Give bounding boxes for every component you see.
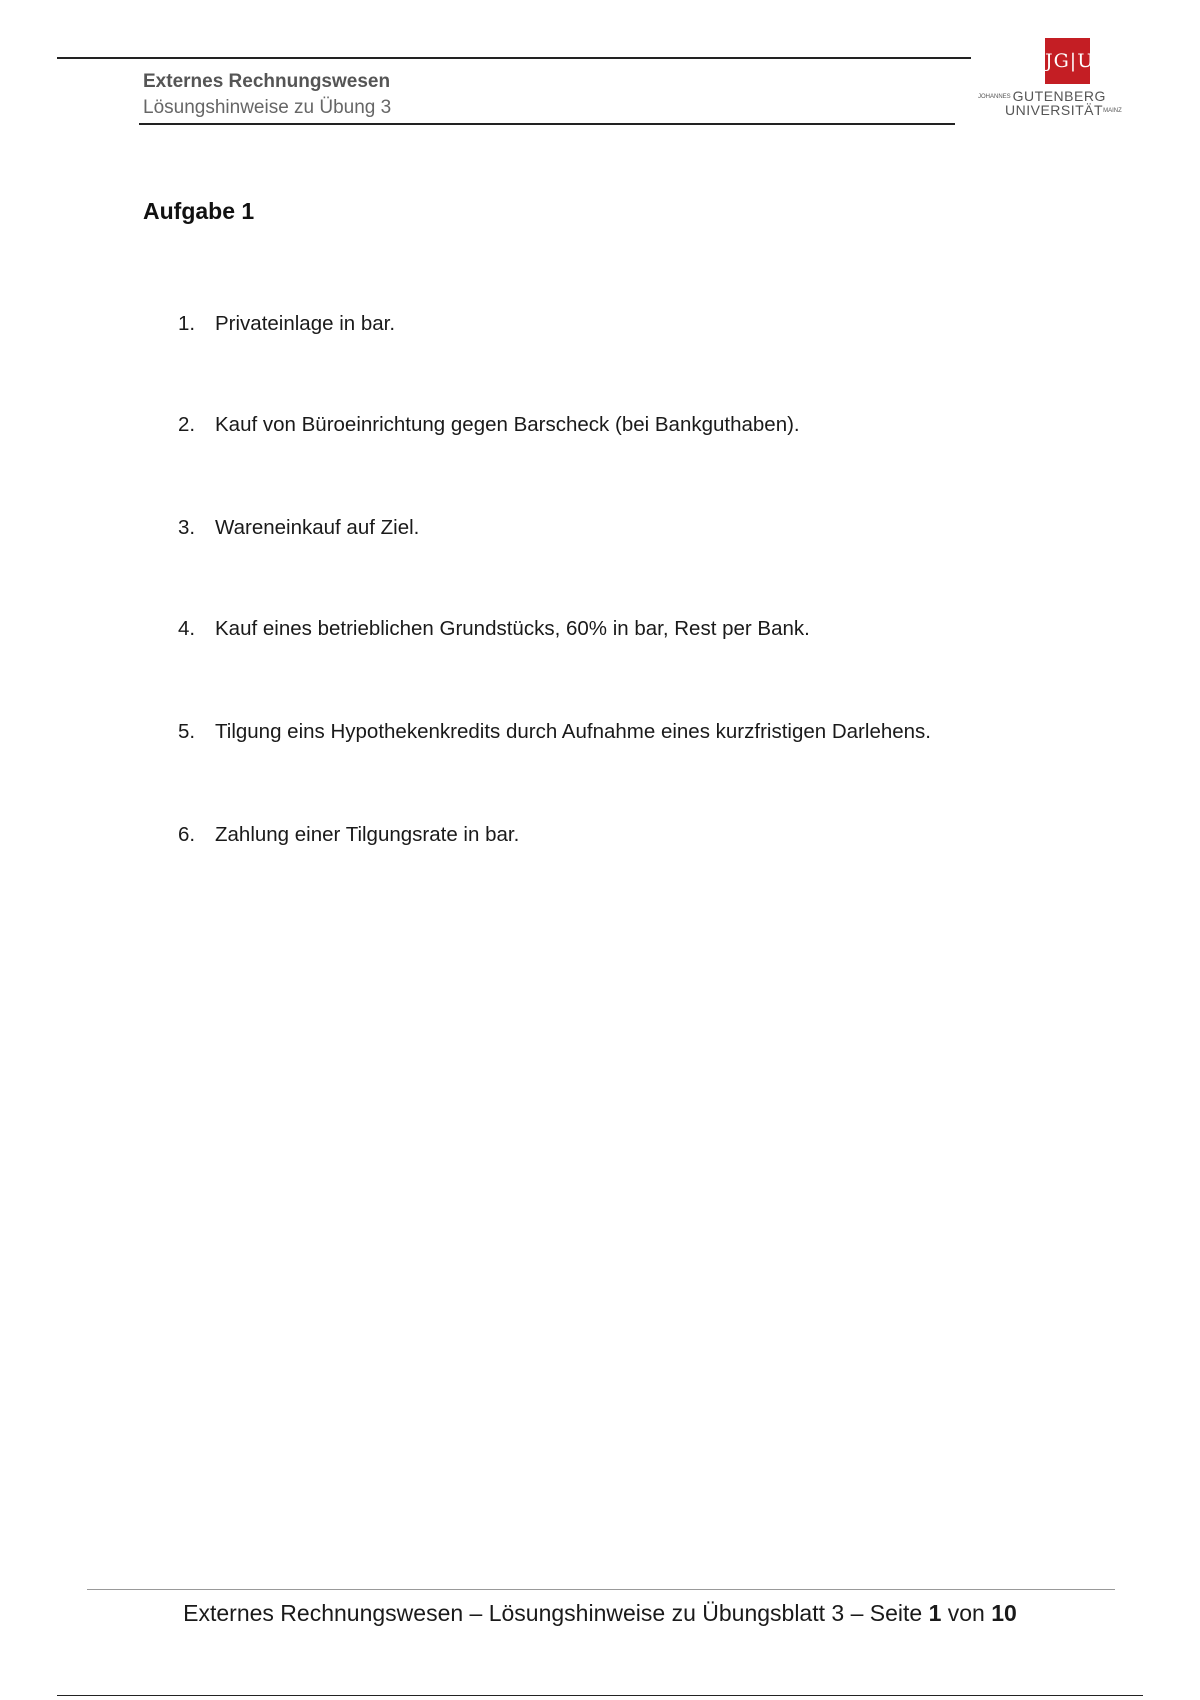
list-item-text: Zahlung einer Tilgungsrate in bar. [215,823,520,846]
logo-small-johannes: JOHANNES [978,93,1011,100]
logo-universitaet: UNIVERSITÄT [1005,102,1104,118]
list-item-number: 3. [178,516,196,539]
footer-separator: von [941,1600,992,1626]
header-bottom-rule [139,123,955,125]
logo-wordmark-line2 [1005,102,1124,120]
list-item-text: Wareneinkauf auf Ziel. [215,516,420,539]
list-item-number: 2. [178,413,196,436]
university-logo [978,38,1134,122]
footer-rule [87,1589,1115,1590]
page-bottom-rule [57,1695,1143,1696]
header-top-rule [57,57,971,59]
footer-total-pages: 10 [991,1600,1017,1626]
header-subtitle: Lösungshinweise zu Übung 3 [143,97,392,118]
section-heading: Aufgabe 1 [143,198,255,224]
list-item-number: 1. [178,312,196,335]
list-item [178,413,1078,437]
list-item-text: Privateinlage in bar. [215,312,396,335]
list-item-number: 5. [178,720,196,743]
list-item [178,720,1078,744]
list-item-number: 4. [178,617,196,640]
list-item [178,617,1078,641]
list-item-text: Kauf von Büroeinrichtung gegen Barscheck (bei Bankguthaben). [215,413,800,436]
footer-current-page: 1 [928,1600,942,1626]
list-item-text: Tilgung eins Hypothekenkredits durch Aufnahme eines kurzfristigen Darlehens. [215,720,931,743]
list-item [178,312,1078,336]
page-footer [0,1600,1200,1627]
jgu-logo-mark: JG|U [1045,38,1090,84]
list-item [178,823,1078,847]
footer-text: Externes Rechnungswesen – Lösungshinweise zu Übungsblatt 3 – Seite [183,1600,929,1626]
list-item [178,516,1078,540]
header-title: Externes Rechnungswesen [143,71,391,92]
logo-small-mainz: MAINZ [1103,107,1122,114]
list-item-number: 6. [178,823,196,846]
logo-gutenberg: GUTENBERG [1012,88,1106,104]
list-item-text: Kauf eines betrieblichen Grundstücks, 60% in bar, Rest per Bank. [215,617,810,640]
